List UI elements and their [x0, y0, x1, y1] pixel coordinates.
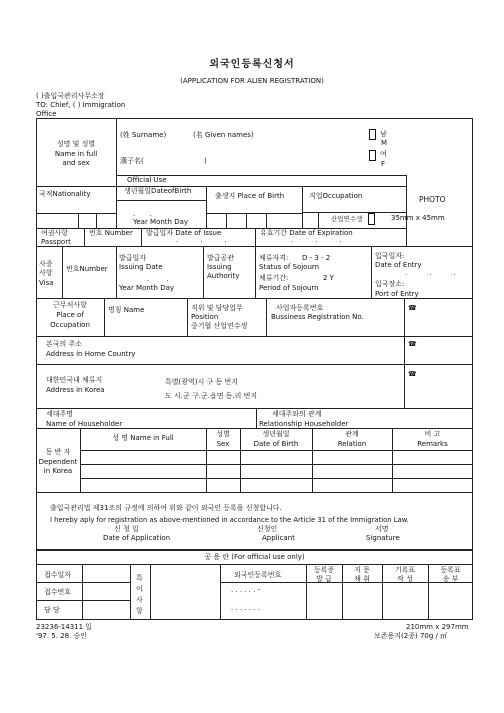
korea-address-en: Address in Korea	[46, 386, 105, 394]
rule-line	[318, 212, 319, 228]
given-name-label: (名 Given names)	[193, 131, 254, 139]
rule-line	[266, 298, 267, 336]
send-1: 등록표	[440, 566, 461, 574]
rule-line	[256, 408, 257, 428]
rule-line	[255, 228, 256, 246]
rule-line	[36, 186, 406, 187]
visa-issue-dots: ..	[147, 275, 186, 283]
period-sojourn-en: Period of Sojourn	[259, 284, 319, 292]
dep-relation-en: Relation	[337, 440, 367, 448]
form-frame	[36, 118, 473, 550]
rule-line	[36, 600, 130, 601]
biz-reg-ko: 사업자등록번호	[276, 304, 324, 312]
rule-line	[406, 175, 407, 186]
work-label-1: 근무처사항	[53, 301, 87, 309]
visa-authority-en1: Issuing	[207, 263, 232, 271]
male-label-en: M	[381, 139, 388, 147]
photo-label: PHOTO	[419, 195, 446, 204]
occupation-label: 직업Occupation	[309, 192, 363, 200]
fingerprint-2: 채 취	[354, 575, 370, 583]
receipt-date-label: 접수일자	[44, 571, 72, 579]
work-label-2: Place of	[56, 311, 84, 319]
korea-address-ko: 대한민국내 체류지	[46, 376, 103, 384]
send-2: 송 부	[442, 575, 459, 583]
relationship-en: Relationship Householder	[259, 420, 349, 428]
rule-line	[84, 228, 85, 246]
passport-issue-label: 발급일자 Date of Issue	[146, 229, 222, 237]
approval-date: '97. 5. 28. 승인	[36, 632, 88, 640]
position-ko: 직위 및 담당업무	[191, 304, 243, 312]
rule-line	[36, 298, 473, 299]
status-sojourn-value: D - 3 - 2	[302, 254, 331, 262]
visa-issue-en: Issuing Date	[119, 263, 163, 271]
paper-type: 보존용지(2종) 70g / ㎡	[374, 632, 448, 640]
korea-address-row2: 도 시.군 구.군.읍면 동.리 번지	[165, 392, 258, 400]
entry-port-en: Port of Entry	[375, 290, 419, 298]
passport-number-label: 번호 Number	[89, 229, 133, 237]
work-label-3: Occupation	[50, 321, 90, 329]
rule-line	[404, 336, 405, 364]
rule-line	[80, 478, 473, 479]
female-label-ko: 여	[380, 150, 387, 158]
trainee-label: 중기협 산업연수생	[191, 322, 248, 330]
rule-line	[80, 464, 473, 465]
official-use-title: 공 용 란 (For official use only)	[204, 553, 305, 561]
rule-line	[226, 213, 227, 228]
female-label-en: F	[381, 160, 386, 168]
office-en-2: Office	[36, 110, 57, 118]
industrial-checkbox[interactable]	[368, 213, 375, 225]
rule-line	[116, 200, 206, 201]
industrial-trainee-label: 산업연수생	[331, 215, 363, 223]
hanja-label: 漢子名(	[120, 157, 144, 165]
rule-line	[36, 213, 116, 214]
rule-line	[82, 564, 83, 620]
rule-line	[130, 564, 131, 620]
form-code: 23236-14311 일	[36, 623, 93, 631]
visa-label-3: Visa	[39, 279, 54, 287]
rule-line	[36, 564, 473, 565]
rule-line	[36, 364, 473, 365]
visa-authority-en2: Authority	[207, 272, 240, 280]
period-sojourn-value: 2 Y	[323, 274, 334, 282]
rule-line	[104, 298, 105, 336]
card-issue-2: 발 급	[316, 575, 332, 583]
visa-label-2: 사항	[39, 269, 53, 277]
office-ko: ( )출입국관리사무소장	[36, 92, 105, 100]
dep-dob-en: Date of Birth	[253, 440, 299, 448]
rule-line	[206, 213, 302, 214]
rule-line	[187, 298, 188, 336]
status-sojourn-en: Status of Sojourn	[259, 263, 320, 271]
declaration-ko: 출입국관리법 제31조의 규정에 의하여 위와 같이 외국인 등록을 신청합니다.	[50, 504, 282, 512]
form-title: 외국인등록신청서	[209, 59, 295, 70]
male-checkbox[interactable]	[369, 129, 376, 140]
rule-line	[404, 298, 405, 336]
fingerprint-1: 지 문	[354, 566, 370, 574]
application-date-en: Date of Application	[103, 534, 171, 542]
record-1: 기록표	[394, 566, 416, 574]
entry-date-dots: ...	[405, 269, 478, 277]
relationship-ko: 세대주와의 관계	[272, 410, 322, 418]
home-phone-icon: ☎	[408, 340, 417, 348]
rule-line	[36, 582, 130, 583]
female-checkbox[interactable]	[369, 150, 376, 161]
visa-label-1: 사증	[39, 260, 53, 268]
reg-number-dots-1: . . . . . . -	[231, 586, 261, 594]
work-phone-icon: ☎	[408, 304, 417, 312]
entry-date-en: Date of Entry	[375, 261, 422, 269]
entry-port-ko: 입국장소:	[375, 280, 405, 288]
record-2: 작 성	[397, 575, 413, 583]
passport-label-en: Passport	[41, 238, 71, 246]
card-issue-1: 등록증	[313, 566, 335, 574]
korea-address-row1: 특별(광역)시 구 동 번지	[165, 378, 238, 386]
dep-remarks-en: Remarks	[417, 440, 448, 448]
rule-line	[116, 246, 117, 298]
workplace-name-label: 명칭 Name	[108, 306, 145, 314]
dep-remarks-ko: 비 고	[424, 430, 441, 438]
visa-issue-ko: 발급일자	[119, 254, 147, 262]
rule-line	[116, 186, 117, 228]
passport-issue-dots: ...	[176, 236, 249, 244]
declaration-en: I hereby aply for registration as above-mentioned in accordance to the Article 31 of the Immigration Law.	[50, 516, 409, 524]
passport-expiry-label: 유효기간 Date of Expiration	[260, 229, 353, 237]
passport-label-ko: 여권사항	[41, 229, 69, 237]
dep-name-header: 성 명 Name in Full	[112, 434, 174, 442]
rule-line	[80, 450, 473, 451]
signature-en: Signature	[366, 534, 400, 542]
entry-date-ko: 입국일자:	[375, 252, 405, 260]
rule-line	[141, 228, 142, 246]
rule-line	[36, 408, 473, 409]
birthplace-label: 출생지 Place of Birth	[215, 192, 285, 200]
visa-issue-format: Year Month Day	[119, 284, 175, 292]
home-address-ko: 본국의 주소	[46, 340, 83, 348]
name-label-en2: and sex	[62, 159, 90, 167]
rule-line	[62, 246, 63, 298]
visa-authority-ko: 발급공관	[207, 254, 235, 262]
householder-ko: 세대주명	[46, 410, 74, 418]
photo-size: 35mm x 45mm	[391, 214, 445, 222]
rule-line	[36, 428, 473, 429]
name-label-ko: 성명 및 성별	[56, 140, 96, 148]
rule-line	[302, 186, 303, 228]
rule-line	[404, 364, 405, 408]
dep-dob-ko: 생년월일	[262, 430, 290, 438]
dep-sex-en: Sex	[216, 440, 230, 448]
korea-phone-icon: ☎	[408, 370, 417, 378]
name-label-en: Name in full	[54, 150, 98, 158]
rule-line	[220, 564, 221, 620]
home-address-en: Address in Home Country	[46, 350, 136, 358]
form-subtitle: (APPLICATION FOR ALIEN REGISTRATION)	[180, 77, 324, 85]
biz-reg-en: Bussiness Registration No.	[271, 313, 364, 321]
dependent-label-3: in Korea	[43, 467, 73, 475]
hanja-close: )	[204, 157, 207, 165]
applicant-ko: 신청인	[257, 525, 278, 533]
rule-line	[266, 213, 267, 228]
rule-line	[36, 336, 473, 337]
position-en: Position	[191, 313, 219, 321]
office-en: TO: Chief, ( ) Immigration	[36, 101, 126, 109]
rule-line	[371, 246, 372, 298]
dob-label: 생년월일DateofBirth	[124, 187, 192, 195]
applicant-en: Applicant	[262, 534, 295, 542]
reg-number-dots-2: . . . . . . .	[231, 604, 260, 612]
dep-sex-ko: 성별	[216, 430, 230, 438]
signature-ko: 서명	[375, 525, 389, 533]
dependent-label-1: 동 반 자	[45, 448, 71, 456]
official-use-label: Official Use	[127, 176, 167, 184]
dependent-label-2: Dependent	[38, 458, 78, 466]
visa-number-label: 번호Number	[66, 265, 108, 273]
alien-reg-number-label: 외국인등록번호	[234, 571, 282, 579]
rule-line	[78, 213, 79, 228]
status-sojourn-ko: 체류자격:	[259, 254, 289, 262]
paper-size: 210mm x 297mm	[406, 623, 469, 631]
special-remarks-label: 특이사항	[136, 574, 143, 615]
officer-label: 담 당	[44, 606, 60, 614]
dob-format: Year Month Day	[133, 218, 189, 226]
rule-line	[255, 246, 256, 298]
application-date-ko: 신 청 일	[114, 525, 139, 533]
period-sojourn-ko: 체류기간:	[259, 274, 289, 282]
dep-relation-ko: 관계	[345, 430, 359, 438]
rule-line	[96, 213, 97, 228]
male-label-ko: 남	[380, 130, 387, 138]
rule-line	[203, 246, 204, 298]
rule-line	[150, 564, 151, 620]
receipt-number-label: 접수번호	[44, 588, 72, 596]
rule-line	[206, 186, 207, 228]
householder-en: Name of Householder	[46, 420, 123, 428]
dob-dots: ..	[133, 210, 166, 218]
rule-line	[246, 213, 247, 228]
rule-line	[36, 492, 473, 493]
passport-expiry-dots: ...	[291, 236, 364, 244]
surname-label: (姓 Surname)	[120, 131, 167, 139]
nationality-label: 국적Nationality	[39, 190, 91, 198]
